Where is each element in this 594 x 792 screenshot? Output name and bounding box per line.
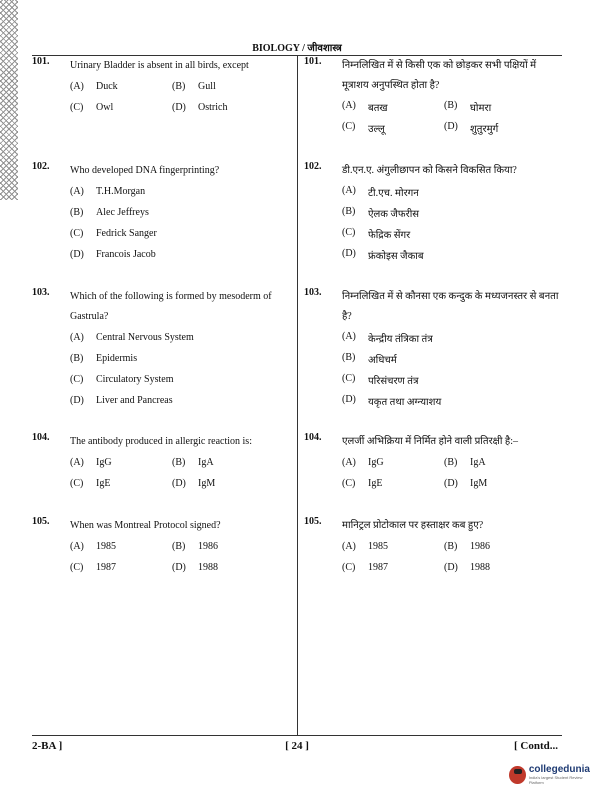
option-text: IgG bbox=[96, 457, 112, 468]
option-item bbox=[70, 207, 149, 218]
option-row bbox=[70, 223, 292, 244]
option-text: केन्द्रीय तंत्रिका तंत्र bbox=[368, 333, 433, 345]
option-text: IgE bbox=[96, 478, 111, 489]
option-letter: (D) bbox=[444, 562, 458, 573]
options-list bbox=[342, 327, 560, 411]
option-text: Duck bbox=[96, 81, 118, 92]
option-item bbox=[70, 562, 172, 573]
option-item bbox=[342, 478, 444, 489]
option-item bbox=[70, 374, 174, 385]
option-letter: (D) bbox=[342, 393, 356, 405]
question-header bbox=[32, 287, 292, 327]
option-letter: (B) bbox=[342, 205, 356, 217]
option-text: Gull bbox=[198, 81, 216, 92]
option-row bbox=[342, 117, 560, 138]
options-list bbox=[70, 536, 292, 578]
question-number: 101. bbox=[32, 56, 50, 67]
question-block bbox=[32, 161, 292, 265]
option-letter: (A) bbox=[342, 184, 356, 196]
option-item bbox=[172, 81, 274, 92]
option-text: IgM bbox=[198, 478, 216, 489]
option-row bbox=[70, 473, 292, 494]
option-text: 1985 bbox=[96, 541, 116, 552]
option-item bbox=[342, 541, 444, 552]
option-item bbox=[172, 478, 274, 489]
options-list bbox=[342, 536, 560, 578]
option-text: उल्लू bbox=[368, 123, 385, 135]
option-text: 1987 bbox=[96, 562, 116, 573]
option-letter: (C) bbox=[70, 562, 84, 573]
question-block bbox=[304, 56, 560, 138]
option-letter: (C) bbox=[70, 102, 84, 113]
option-text: Circulatory System bbox=[96, 374, 174, 385]
options-list bbox=[70, 327, 292, 411]
question-number: 101. bbox=[304, 56, 322, 67]
question-block bbox=[304, 161, 560, 265]
question-text: मानिट्रल प्रोटोकाल पर हस्ताक्षर कब हुए? bbox=[342, 520, 484, 531]
option-text: Francois Jacob bbox=[96, 249, 156, 260]
option-letter: (D) bbox=[172, 562, 186, 573]
option-row bbox=[342, 244, 560, 265]
question-header bbox=[304, 161, 560, 181]
option-item bbox=[342, 331, 433, 345]
question-block bbox=[32, 432, 292, 494]
option-item bbox=[342, 394, 441, 408]
option-row bbox=[342, 452, 560, 473]
option-letter: (D) bbox=[444, 478, 458, 489]
option-letter: (C) bbox=[342, 120, 356, 132]
option-letter: (B) bbox=[172, 541, 186, 552]
option-text: 1986 bbox=[198, 541, 218, 552]
option-letter: (C) bbox=[70, 478, 84, 489]
options-list bbox=[70, 452, 292, 494]
option-letter: (C) bbox=[342, 372, 356, 384]
option-row bbox=[70, 97, 292, 118]
option-text: IgM bbox=[470, 478, 488, 489]
option-letter: (B) bbox=[342, 351, 356, 363]
question-block bbox=[304, 516, 560, 578]
option-letter: (B) bbox=[444, 99, 458, 111]
question-text: एलर्जी अभिक्रिया में निर्मित होने वाली प्रतिरक्षी है:– bbox=[342, 436, 519, 447]
question-number: 102. bbox=[32, 161, 50, 172]
option-text: ऐलक जैफरीस bbox=[368, 208, 420, 220]
options-list bbox=[70, 76, 292, 118]
option-item bbox=[70, 102, 172, 113]
option-item bbox=[70, 249, 156, 260]
question-number: 104. bbox=[32, 432, 50, 443]
option-item bbox=[342, 121, 444, 135]
option-row bbox=[70, 452, 292, 473]
option-row bbox=[70, 348, 292, 369]
option-text: Fedrick Sanger bbox=[96, 228, 157, 239]
option-letter: (A) bbox=[342, 457, 356, 468]
option-text: 1985 bbox=[368, 541, 388, 552]
option-letter: (A) bbox=[342, 99, 356, 111]
question-text: निम्नलिखित में से कौनसा एक कन्दुक के मध्यजनस्तर से बनता है? bbox=[342, 291, 559, 322]
column-divider bbox=[297, 56, 298, 735]
option-row bbox=[70, 244, 292, 265]
question-number: 102. bbox=[304, 161, 322, 172]
option-row bbox=[342, 473, 560, 494]
bottom-rule bbox=[32, 735, 562, 736]
question-header bbox=[304, 287, 560, 327]
option-letter: (C) bbox=[342, 478, 356, 489]
option-letter: (B) bbox=[444, 541, 458, 552]
question-text: Who developed DNA fingerprinting? bbox=[70, 165, 220, 176]
option-item bbox=[342, 352, 397, 366]
option-text: IgG bbox=[368, 457, 384, 468]
option-row bbox=[342, 181, 560, 202]
option-item bbox=[444, 457, 546, 468]
option-text: 1986 bbox=[470, 541, 490, 552]
question-text: डी.एन.ए. अंगुलीछापन को किसने विकसित किया? bbox=[342, 165, 517, 176]
option-letter: (A) bbox=[70, 186, 84, 197]
collegedunia-logo bbox=[509, 764, 594, 785]
option-text: शुतुरमुर्ग bbox=[470, 123, 499, 135]
option-item bbox=[342, 185, 419, 199]
option-letter: (D) bbox=[444, 120, 458, 132]
option-item bbox=[70, 186, 145, 197]
question-text: Which of the following is formed by mesoderm of Gastrula? bbox=[70, 291, 272, 322]
option-item bbox=[444, 541, 546, 552]
logo-tagline: India's largest Student Review Platform bbox=[528, 775, 583, 785]
option-row bbox=[342, 390, 560, 411]
option-letter: (A) bbox=[70, 457, 84, 468]
options-list bbox=[342, 452, 560, 494]
option-letter: (D) bbox=[70, 249, 84, 260]
option-item bbox=[70, 457, 172, 468]
option-row bbox=[70, 76, 292, 97]
option-item bbox=[342, 100, 444, 114]
option-text: यकृत तथा अग्न्याशय bbox=[368, 396, 442, 408]
option-item bbox=[444, 100, 546, 114]
option-text: अधिचर्म bbox=[368, 354, 397, 366]
option-item bbox=[172, 457, 274, 468]
option-item bbox=[444, 121, 546, 135]
question-number: 105. bbox=[32, 516, 50, 527]
option-text: Ostrich bbox=[198, 102, 228, 113]
option-letter: (B) bbox=[172, 457, 186, 468]
option-row bbox=[342, 369, 560, 390]
question-number: 105. bbox=[304, 516, 322, 527]
option-item bbox=[70, 228, 157, 239]
option-letter: (C) bbox=[342, 226, 356, 238]
option-row bbox=[70, 327, 292, 348]
decorative-border bbox=[0, 0, 18, 200]
option-text: टी.एच. मोरगन bbox=[368, 187, 419, 199]
option-letter: (A) bbox=[70, 332, 84, 343]
option-text: बतख bbox=[368, 102, 388, 114]
option-text: परिसंचरण तंत्र bbox=[368, 375, 419, 387]
question-number: 103. bbox=[32, 287, 50, 298]
option-row bbox=[70, 202, 292, 223]
option-letter: (B) bbox=[444, 457, 458, 468]
page-number: [ 24 ] bbox=[285, 740, 309, 752]
option-letter: (A) bbox=[342, 541, 356, 552]
options-list bbox=[70, 181, 292, 265]
option-row bbox=[342, 536, 560, 557]
option-item bbox=[70, 541, 172, 552]
option-letter: (D) bbox=[342, 247, 356, 259]
question-block bbox=[304, 432, 560, 494]
option-text: IgE bbox=[368, 478, 383, 489]
logo-name: collegedunia bbox=[528, 764, 590, 775]
option-row bbox=[70, 181, 292, 202]
option-item bbox=[342, 206, 419, 220]
option-row bbox=[70, 390, 292, 411]
option-item bbox=[172, 102, 274, 113]
option-letter: (D) bbox=[172, 102, 186, 113]
option-row bbox=[342, 223, 560, 244]
footer-code: 2-BA ] bbox=[32, 740, 63, 752]
page-title: BIOLOGY / जीवशास्त्र bbox=[252, 43, 342, 54]
question-text: The antibody produced in allergic reaction is: bbox=[70, 436, 252, 447]
option-item bbox=[342, 248, 424, 262]
options-list bbox=[342, 96, 560, 138]
question-header bbox=[32, 516, 292, 536]
option-item bbox=[172, 562, 274, 573]
option-item bbox=[342, 373, 419, 387]
option-text: IgA bbox=[198, 457, 214, 468]
option-letter: (C) bbox=[70, 228, 84, 239]
question-block bbox=[32, 516, 292, 578]
option-row bbox=[70, 557, 292, 578]
option-item bbox=[444, 562, 546, 573]
mascot-icon bbox=[509, 766, 526, 784]
option-letter: (B) bbox=[172, 81, 186, 92]
question-header bbox=[32, 161, 292, 181]
question-text: निम्नलिखित में से किसी एक को छोड़कर सभी पक्षियों में मूत्राशय अनुपस्थित होता है? bbox=[342, 60, 537, 91]
option-text: IgA bbox=[470, 457, 486, 468]
option-text: Owl bbox=[96, 102, 114, 113]
options-list bbox=[342, 181, 560, 265]
option-item bbox=[342, 457, 444, 468]
question-block bbox=[32, 56, 292, 118]
option-item bbox=[70, 395, 173, 406]
option-letter: (D) bbox=[70, 395, 84, 406]
option-row bbox=[342, 327, 560, 348]
option-text: 1988 bbox=[470, 562, 490, 573]
option-text: Liver and Pancreas bbox=[96, 395, 173, 406]
question-header bbox=[304, 56, 560, 96]
option-row bbox=[70, 369, 292, 390]
option-item bbox=[444, 478, 546, 489]
option-letter: (B) bbox=[70, 353, 84, 364]
option-text: T.H.Morgan bbox=[96, 186, 146, 197]
option-row bbox=[342, 202, 560, 223]
option-row bbox=[342, 348, 560, 369]
option-item bbox=[70, 81, 172, 92]
option-text: Epidermis bbox=[96, 353, 138, 364]
question-header bbox=[32, 56, 292, 76]
option-item bbox=[70, 332, 194, 343]
option-item bbox=[342, 562, 444, 573]
option-letter: (A) bbox=[70, 541, 84, 552]
question-block bbox=[32, 287, 292, 411]
question-header bbox=[304, 516, 560, 536]
option-row bbox=[70, 536, 292, 557]
question-number: 104. bbox=[304, 432, 322, 443]
option-letter: (C) bbox=[342, 562, 356, 573]
question-text: Urinary Bladder is absent in all birds, except bbox=[70, 60, 249, 71]
option-item bbox=[172, 541, 274, 552]
option-letter: (A) bbox=[342, 330, 356, 342]
option-letter: (D) bbox=[172, 478, 186, 489]
question-number: 103. bbox=[304, 287, 322, 298]
option-text: Alec Jeffreys bbox=[96, 207, 149, 218]
option-text: फ्रंकोइस जैकाब bbox=[368, 250, 424, 262]
option-item bbox=[70, 478, 172, 489]
option-letter: (A) bbox=[70, 81, 84, 92]
option-item bbox=[70, 353, 137, 364]
option-text: फेद्रिक सेंगर bbox=[368, 229, 411, 241]
continued-label: [ Contd... bbox=[513, 740, 558, 752]
option-item bbox=[342, 227, 410, 241]
option-letter: (B) bbox=[70, 207, 84, 218]
option-text: घोमरा bbox=[470, 102, 492, 114]
option-row bbox=[342, 557, 560, 578]
option-text: 1988 bbox=[198, 562, 218, 573]
question-block bbox=[304, 287, 560, 411]
option-text: Central Nervous System bbox=[96, 332, 194, 343]
option-row bbox=[342, 96, 560, 117]
option-text: 1987 bbox=[368, 562, 388, 573]
option-letter: (C) bbox=[70, 374, 84, 385]
question-header bbox=[304, 432, 560, 452]
question-text: When was Montreal Protocol signed? bbox=[70, 520, 221, 531]
question-header bbox=[32, 432, 292, 452]
